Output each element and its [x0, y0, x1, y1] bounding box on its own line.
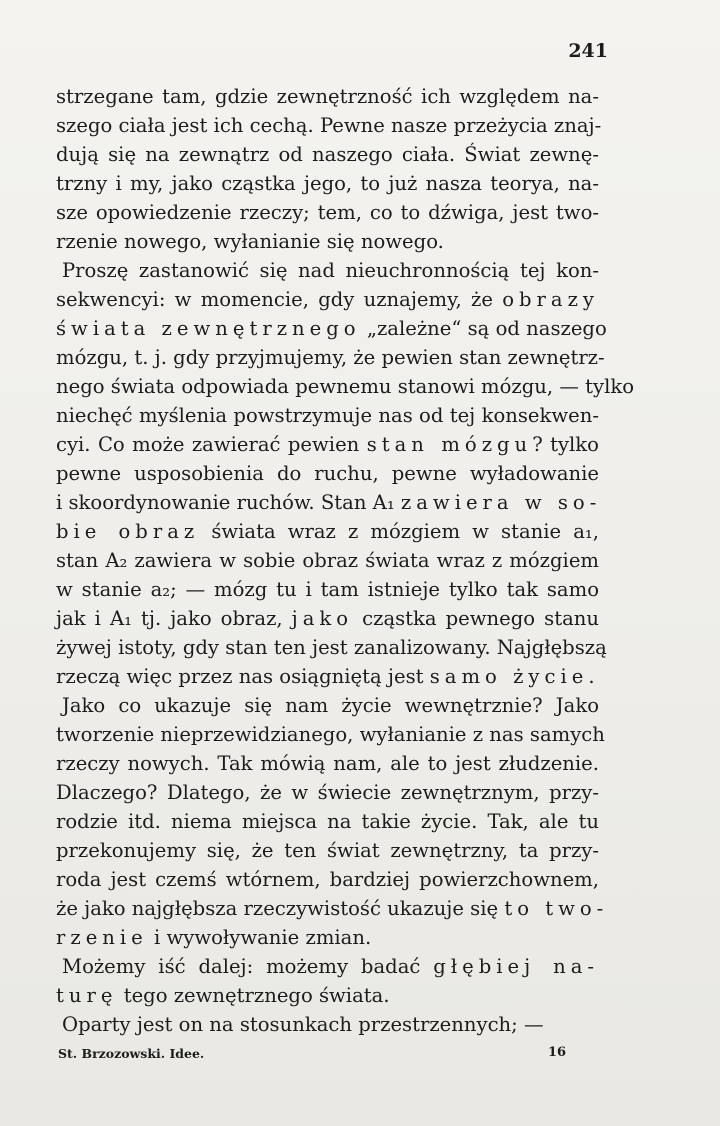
text-segment: pewne usposobienia do ruchu, pewne wyładowanie [56, 462, 599, 485]
text-line [56, 1010, 599, 1039]
text-segment: cyi. Co może zawierać pewien [56, 433, 367, 456]
text-line [56, 285, 599, 314]
spaced-emphasis-text: zawiera w so- [400, 491, 602, 514]
text-segment: stan A₂ zawiera w sobie obraz świata wraz z mózgiem [56, 549, 599, 572]
text-segment: że jako najgłębsza rzeczywistość ukazuje się [56, 897, 505, 920]
text-segment: rzeczą więc przez nas osiągniętą jest [56, 665, 430, 688]
page-number: 241 [568, 40, 608, 62]
text-segment: tego zewnętrznego świata. [117, 984, 390, 1007]
text-segment: sekwencyi: w momencie, gdy uznajemy, że [56, 288, 503, 311]
text-line [56, 662, 599, 691]
text-segment: Jako co ukazuje się nam życie wewnętrznie? Jako [62, 694, 599, 717]
text-segment: mózgu, t. j. gdy przyjmujemy, że pewien stan zewnętrz- [56, 346, 605, 369]
spaced-emphasis-text: bie obraz [56, 520, 200, 543]
footer-signature: St. Brzozowski. Idee. [58, 1046, 205, 1061]
text-segment: świata wraz z mózgiem w stanie a₁, [199, 520, 599, 543]
text-line [56, 923, 599, 952]
text-line [56, 517, 599, 546]
text-segment: ? tylko [532, 433, 599, 456]
spaced-emphasis-text: turę [56, 984, 118, 1007]
spaced-emphasis-text: świata zewnętrznego [56, 317, 361, 340]
text-segment: Oparty jest on na stosunkach przestrzennych; — [62, 1013, 544, 1036]
text-segment: sze opowiedzenie rzeczy; tem, co to dźwiga, jest two- [56, 201, 599, 224]
text-line [56, 314, 607, 343]
text-line [56, 575, 599, 604]
text-segment: dują się na zewnątrz od naszego ciała. Świat zewnę- [56, 143, 599, 166]
text-segment: przekonujemy się, że ten świat zewnętrzny, ta przy- [56, 839, 599, 862]
text-segment: Możemy iść dalej: możemy badać [62, 955, 434, 978]
text-line [56, 169, 599, 198]
text-segment: roda jest czemś wtórnem, bardziej powierzchownem, [56, 868, 599, 891]
text-segment: Dlaczego? Dlatego, że w świecie zewnętrznym, przy- [56, 781, 599, 804]
text-line [56, 952, 599, 981]
text-line [56, 981, 599, 1010]
text-segment: rzeczy nowych. Tak mówią nam, ale to jest złudzenie. [56, 752, 599, 775]
text-segment: szego ciała jest ich cechą. Pewne nasze przeżycia znaj- [56, 114, 602, 137]
text-segment: jak i A₁ tj. jako obraz, [56, 607, 292, 630]
text-line [56, 488, 602, 517]
text-line [56, 256, 599, 285]
text-segment: żywej istoty, gdy stan ten jest zanalizowany. Najgłębszą [56, 636, 607, 659]
text-line [56, 749, 599, 778]
text-segment: Proszę zastanowić się nad nieuchronnością tej kon- [62, 259, 599, 282]
text-segment: strzegane tam, gdzie zewnętrzność ich względem na- [56, 85, 599, 108]
text-segment: . [588, 665, 595, 688]
spaced-emphasis-text: głębiej na- [433, 955, 600, 978]
text-line [56, 807, 599, 836]
spaced-emphasis-text: stan mózgu [366, 433, 533, 456]
text-line [56, 546, 599, 575]
text-line [56, 865, 599, 894]
text-line [56, 430, 599, 459]
text-segment: trzny i my, jako cząstka jego, to już nasza teorya, na- [56, 172, 599, 195]
text-line [56, 140, 599, 169]
text-segment: rzenie nowego, wyłanianie się nowego. [56, 230, 444, 253]
text-line [56, 691, 599, 720]
text-segment: i wywoływanie zmian. [147, 926, 372, 949]
text-line [56, 894, 609, 923]
text-line [56, 227, 599, 256]
text-segment: cząstka pewnego stanu [353, 607, 599, 630]
text-line [56, 836, 599, 865]
text-segment: „zależne“ są od naszego [360, 317, 607, 340]
spaced-emphasis-text: jako [291, 607, 354, 630]
text-segment: niechęć myślenia powstrzymuje nas od tej konsekwen- [56, 404, 599, 427]
text-segment: tworzenie nieprzewidzianego, wyłanianie z nas samych [56, 723, 605, 746]
text-line [56, 778, 599, 807]
text-line [56, 111, 602, 140]
footer-sheet-number: 16 [548, 1045, 567, 1060]
body-text [56, 82, 635, 1039]
text-line [56, 720, 605, 749]
text-segment: rodzie itd. niema miejsca na takie życie. Tak, ale tu [56, 810, 599, 833]
text-line [56, 198, 599, 227]
spaced-emphasis-text: samo życie [429, 665, 589, 688]
text-segment: w stanie a₂; — mózg tu i tam istnieje tylko tak samo [56, 578, 599, 601]
text-line [56, 604, 599, 633]
spaced-emphasis-text: obrazy [502, 288, 599, 311]
text-segment: i skoordynowanie ruchów. Stan A₁ [56, 491, 401, 514]
spaced-emphasis-text: rzenie [56, 926, 148, 949]
text-line [56, 343, 605, 372]
text-line [56, 82, 599, 111]
text-segment: nego świata odpowiada pewnemu stanowi mózgu, — tylko [56, 375, 635, 398]
spaced-emphasis-text: to two- [504, 897, 609, 920]
text-line [56, 459, 599, 488]
text-line [56, 401, 599, 430]
text-line [56, 633, 607, 662]
text-line [56, 372, 635, 401]
